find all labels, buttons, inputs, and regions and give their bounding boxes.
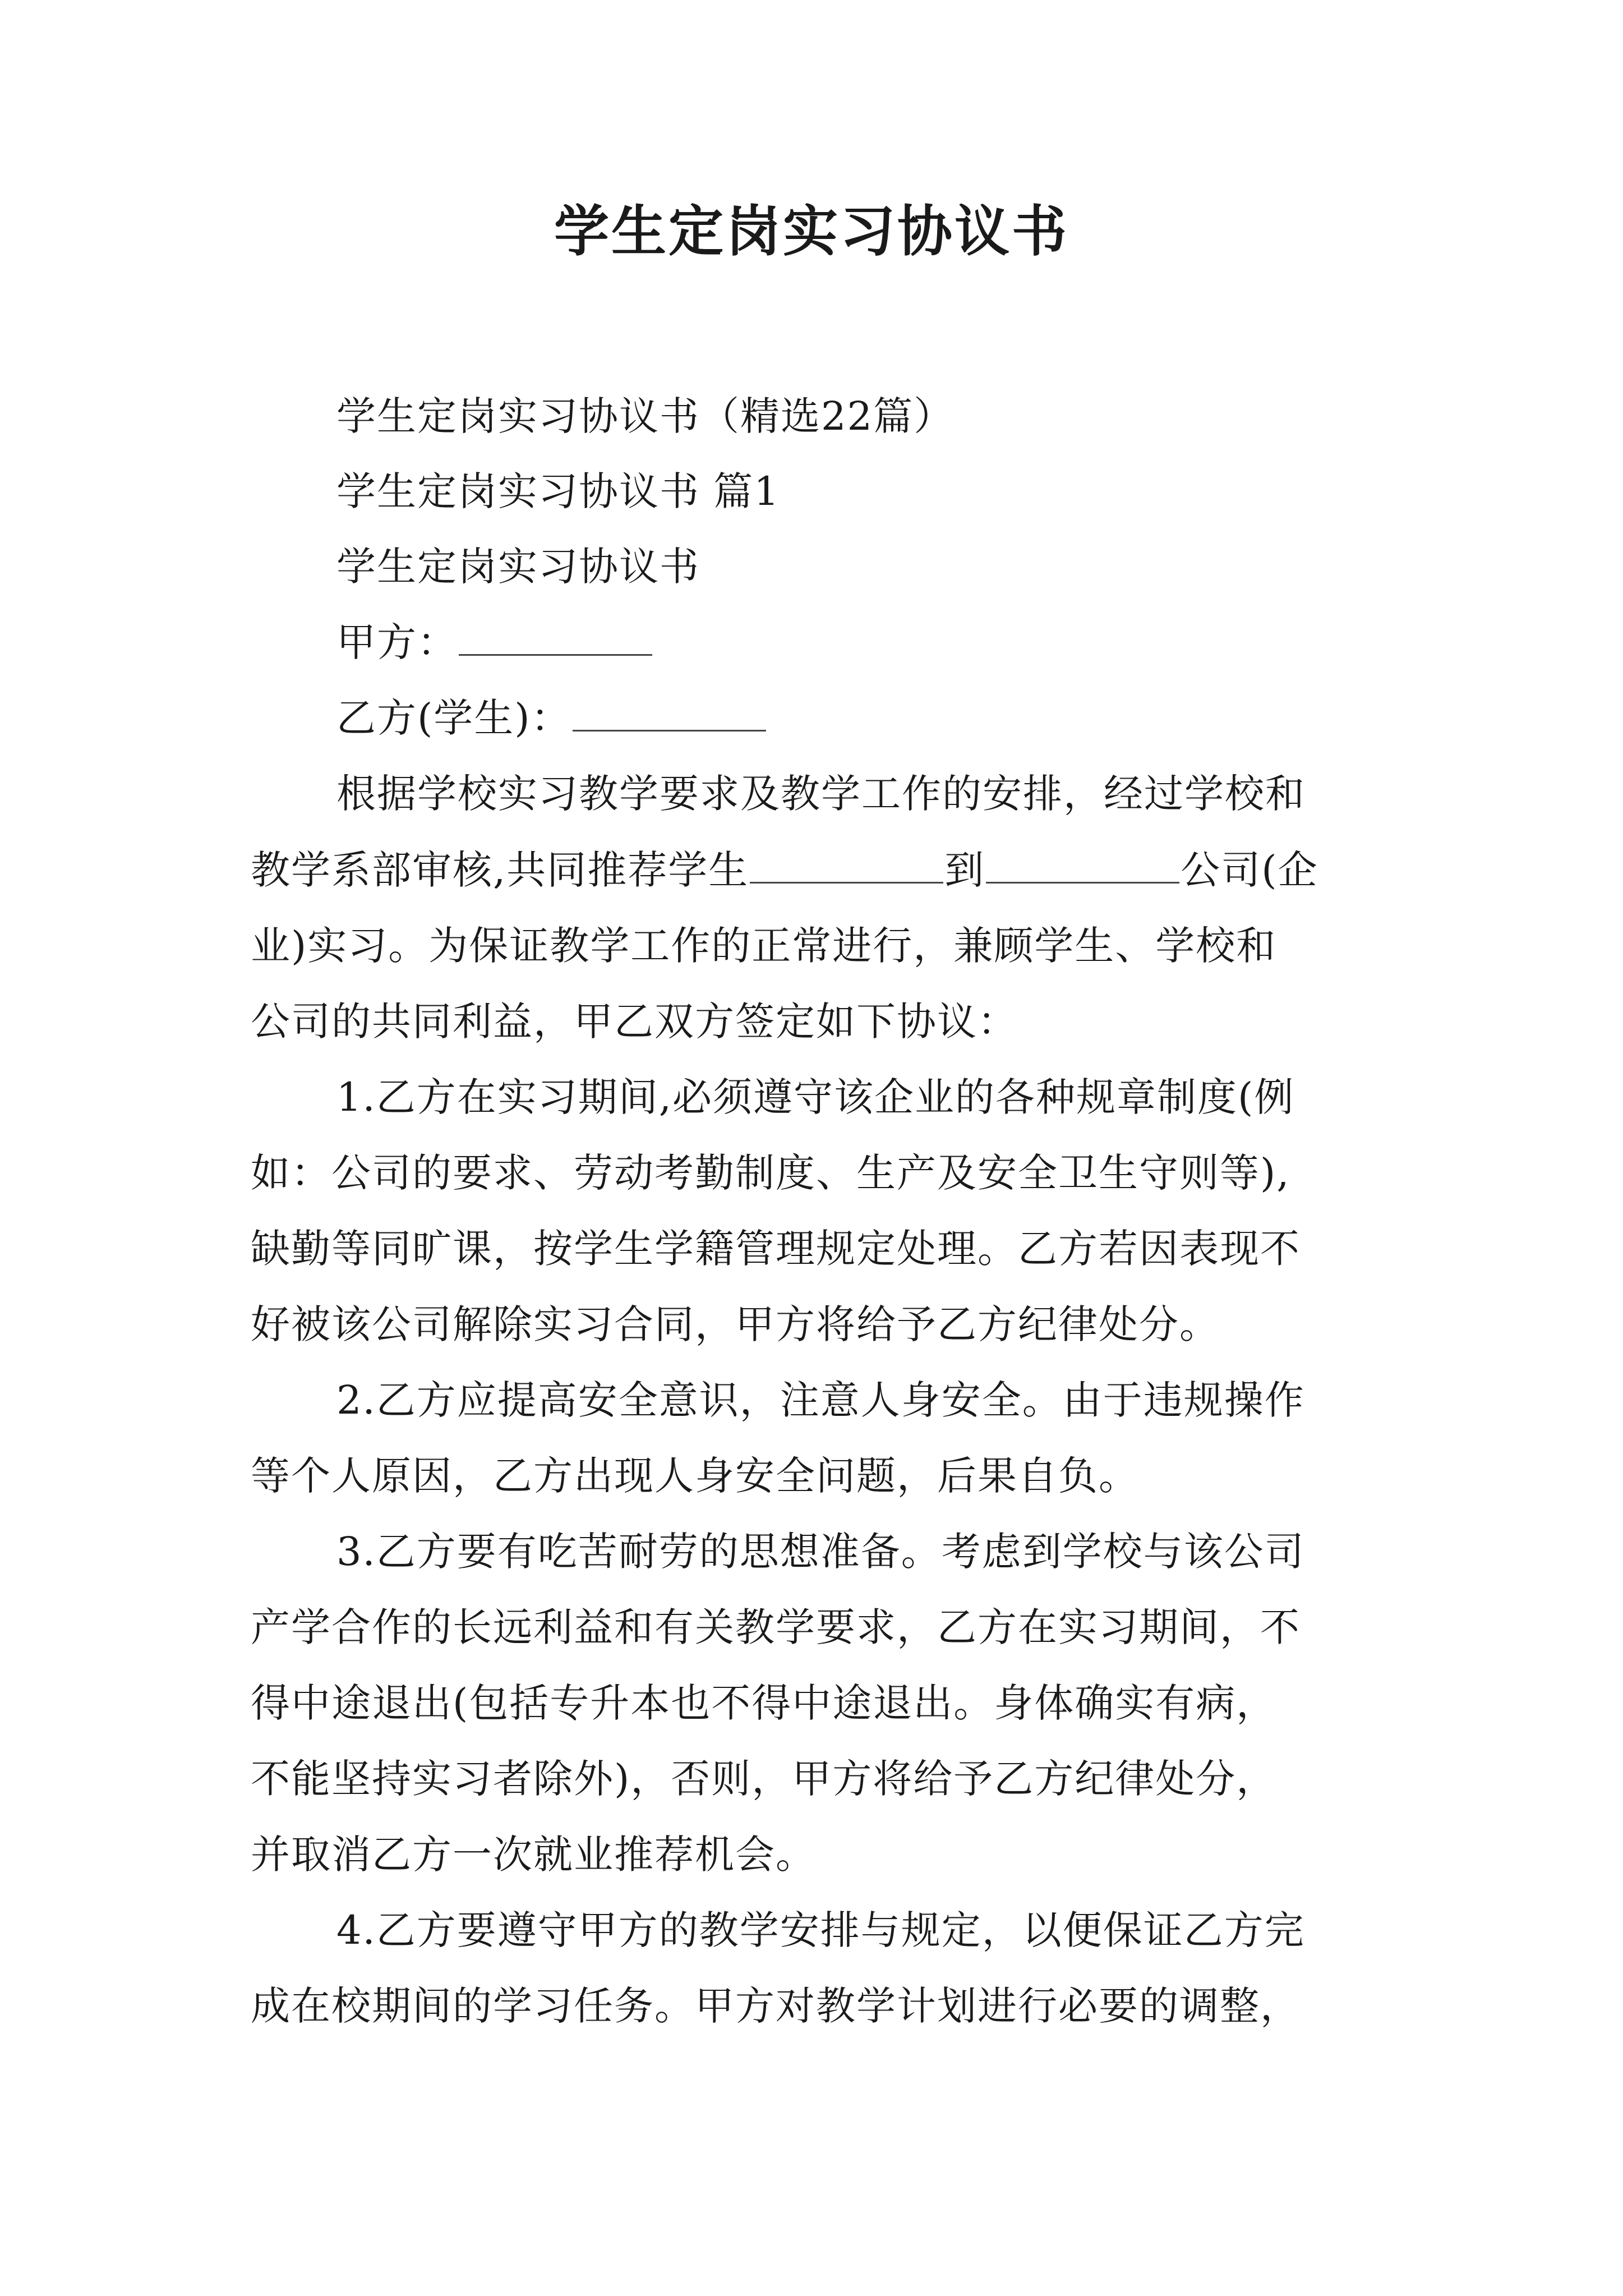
paragraph-line: 2.乙方应提高安全意识，注意人身安全。由于违规操作 [336,1377,1305,1423]
paragraph-line: 1.乙方在实习期间,必须遵守该企业的各种规章制度(例 [336,1074,1295,1120]
section-heading: 学生定岗实习协议书 篇1 [336,468,780,514]
paragraph-line: 并取消乙方一次就业推荐机会。 [251,1832,816,1878]
text-fragment: 教学系部审核,共同推荐学生 [251,847,749,893]
subtitle-line: 学生定岗实习协议书（精选22篇） [336,393,955,439]
paragraph-line: 公司的共同利益，甲乙双方签定如下协议： [251,999,1018,1045]
paragraph-line: 如：公司的要求、劳动考勤制度、生产及安全卫生守则等), [251,1150,1290,1196]
party-b-label: 乙方(学生)： [336,695,571,741]
paragraph-line: 缺勤等同旷课，按学生学籍管理规定处理。乙方若因表现不 [251,1226,1301,1272]
agreement-heading: 学生定岗实习协议书 [336,544,700,590]
paragraph-line: 成在校期间的学习任务。甲方对教学计划进行必要的调整， [251,1983,1301,2029]
company-name-blank [986,880,1179,884]
paragraph-line: 4.乙方要遵守甲方的教学安排与规定，以便保证乙方完 [336,1907,1305,1953]
party-a-label: 甲方： [336,619,458,665]
paragraph-line: 好被该公司解除实习合同，甲方将给予乙方纪律处分。 [251,1301,1220,1347]
text-fragment: 到 [944,847,985,893]
paragraph-line: 等个人原因，乙方出现人身安全问题，后果自负。 [251,1453,1139,1499]
party-b-blank [573,728,766,731]
paragraph-line: 业)实习。为保证教学工作的正常进行，兼顾学生、学校和 [251,923,1277,969]
text-fragment: 公司(企 [1181,847,1318,893]
student-name-blank [750,880,943,884]
party-b-line [336,694,1469,742]
paragraph-line [251,846,1384,894]
paragraph-line: 不能坚持实习者除外)，否则，甲方将给予乙方纪律处分， [251,1756,1277,1802]
paragraph-line: 产学合作的长远利益和有关教学要求，乙方在实习期间，不 [251,1604,1301,1650]
paragraph-line: 得中途退出(包括专升本也不得中途退出。身体确实有病， [251,1680,1277,1726]
document-title: 学生定岗实习协议书 [554,200,1069,264]
paragraph-line: 3.乙方要有吃苦耐劳的思想准备。考虑到学校与该公司 [336,1529,1305,1575]
party-a-blank [459,652,652,656]
party-a-line [336,619,1469,666]
paragraph-line: 根据学校实习教学要求及教学工作的安排，经过学校和 [336,771,1306,817]
